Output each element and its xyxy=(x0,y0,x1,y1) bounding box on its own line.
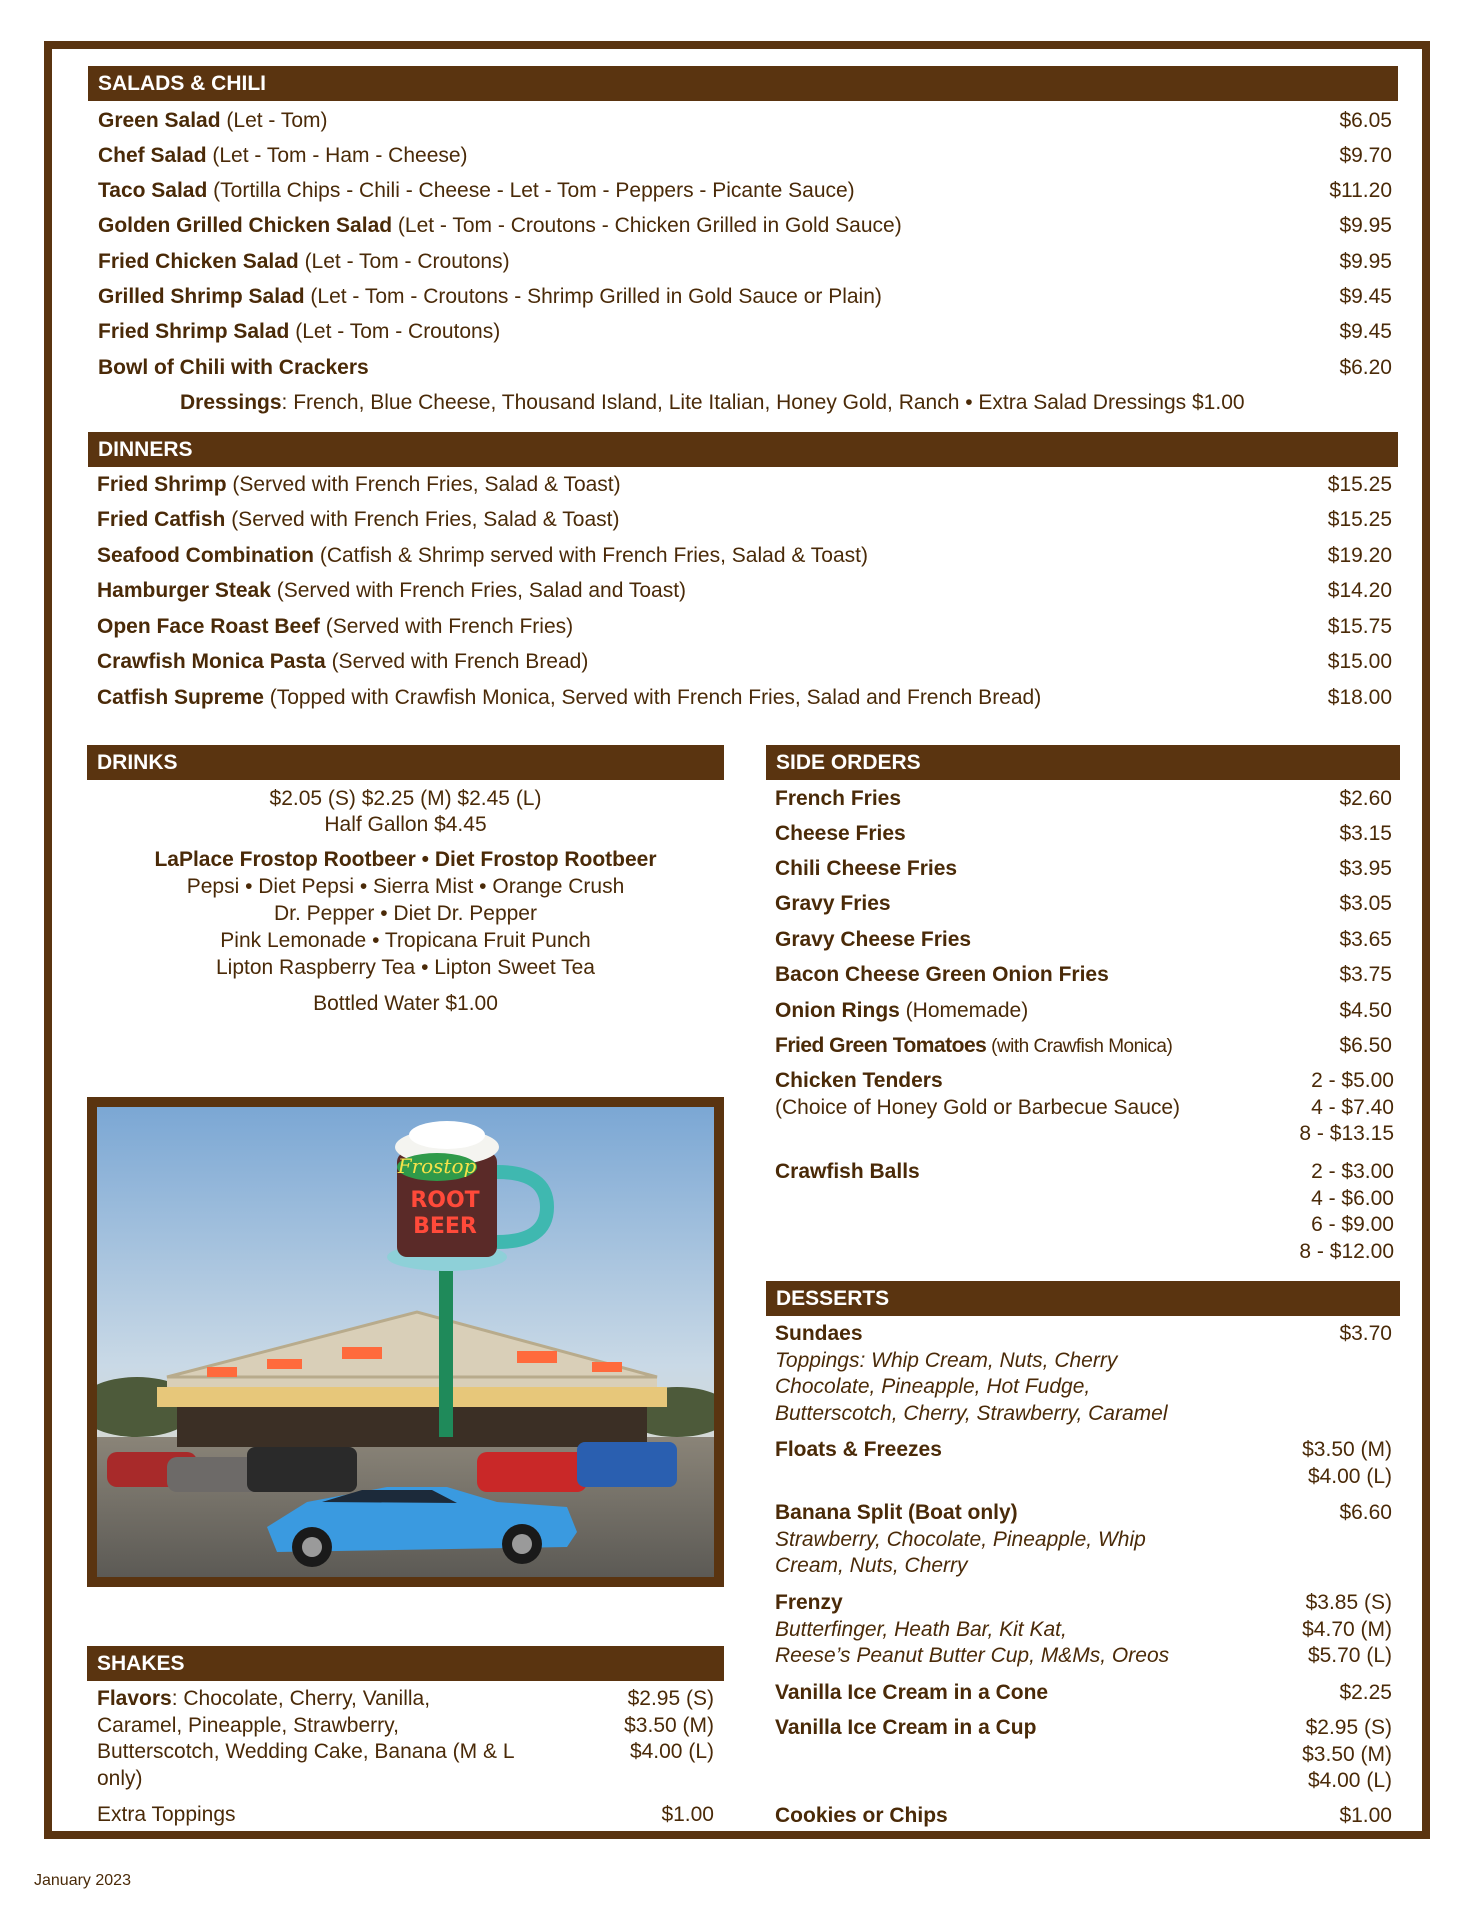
shake-price-small: $2.95 (S) xyxy=(627,1687,714,1710)
frostop-illustration xyxy=(97,1107,714,1577)
dessert-desc: Butterfinger, Heath Bar, Kit Kat, xyxy=(775,1617,1067,1641)
item-name: Bowl of Chili with Crackers xyxy=(98,356,369,379)
side-item-price: 4 - $7.40 xyxy=(1311,1095,1394,1119)
flavors-line: Butterscotch, Wedding Cake, Banana (M & L xyxy=(97,1740,515,1763)
drink-sizes: $2.05 (S) $2.25 (M) $2.45 (L) xyxy=(269,787,542,810)
dessert-desc: Reese’s Peanut Butter Cup, M&Ms, Oreos xyxy=(775,1644,1170,1667)
item-name: Open Face Roast Beef xyxy=(97,615,320,638)
item-name: Golden Grilled Chicken Salad xyxy=(98,214,393,237)
item-desc: (Tortilla Chips - Chili - Cheese - Let - Tom - Peppers - Picante Sauce) xyxy=(207,179,855,202)
item-name: Hamburger Steak xyxy=(97,579,271,602)
item-desc: (Let - Tom - Croutons - Shrimp Grilled in Gold Sauce or Plain) xyxy=(304,285,882,308)
item-desc: (Let - Tom - Ham - Cheese) xyxy=(206,144,468,167)
item-desc: (Served with French Fries, Salad and Toast) xyxy=(270,579,687,602)
side-item xyxy=(775,1033,1172,1059)
side-item-name: Crawfish Balls xyxy=(775,1160,920,1183)
restaurant-photo xyxy=(87,1097,724,1587)
floats-prices xyxy=(1302,1437,1392,1490)
dessert-price: $4.00 (L) xyxy=(1307,1464,1392,1488)
menu-item xyxy=(98,108,328,134)
menu-item xyxy=(98,284,882,310)
item-price: $6.20 xyxy=(1339,356,1392,379)
menu-item xyxy=(98,249,510,275)
extra-toppings: Extra Toppings xyxy=(97,1803,236,1826)
dessert-desc: Strawberry, Chocolate, Pineapple, Whip xyxy=(775,1527,1146,1551)
dressings-note xyxy=(180,390,1245,416)
rootbeer-line: LaPlace Frostop Rootbeer • Diet Frostop Rootbeer xyxy=(154,848,657,871)
drinks-line: Dr. Pepper • Diet Dr. Pepper xyxy=(274,902,537,925)
item-name: Seafood Combination xyxy=(97,544,314,567)
item-desc: (Catfish & Shrimp served with French Fries, Salad & Toast) xyxy=(314,544,868,567)
dessert-name: Sundaes xyxy=(775,1322,863,1345)
side-item-name: French Fries xyxy=(775,787,902,810)
shake-price-medium: $3.50 (M) xyxy=(624,1713,714,1737)
side-orders-header: SIDE ORDERS xyxy=(766,745,1400,780)
shakes-header: SHAKES xyxy=(87,1646,724,1681)
side-item-price: $3.05 xyxy=(1339,892,1392,915)
menu-item xyxy=(97,649,588,675)
dessert-desc: Butterscotch, Cherry, Strawberry, Caramel xyxy=(775,1401,1168,1425)
menu-item xyxy=(98,178,855,204)
dessert-desc: Chocolate, Pineapple, Hot Fudge, xyxy=(775,1375,1091,1398)
item-price: $15.25 xyxy=(1327,508,1392,531)
frenzy-prices xyxy=(1302,1590,1392,1670)
side-item-price: $3.75 xyxy=(1339,963,1392,986)
menu-item xyxy=(97,578,686,604)
dessert-price: $3.50 (M) xyxy=(1302,1438,1392,1461)
side-item-price: 6 - $9.00 xyxy=(1311,1213,1394,1236)
dessert-price: $5.70 (L) xyxy=(1307,1644,1392,1667)
item-price: $11.20 xyxy=(1329,179,1392,202)
cup-prices xyxy=(1302,1715,1392,1795)
dessert-price: $4.70 (M) xyxy=(1302,1617,1392,1641)
item-price: $9.95 xyxy=(1339,214,1392,237)
side-item-name: Chili Cheese Fries xyxy=(775,857,958,880)
shake-prices xyxy=(624,1686,714,1766)
item-desc: (Served with French Bread) xyxy=(325,650,589,673)
menu-item xyxy=(97,543,868,569)
dessert-desc: Toppings: Whip Cream, Nuts, Cherry xyxy=(775,1348,1118,1372)
banana-split xyxy=(775,1500,1146,1580)
item-name: Fried Catfish xyxy=(97,508,226,531)
flavors-label: Flavors xyxy=(97,1687,172,1710)
item-desc: (Topped with Crawfish Monica, Served with French Fries, Salad and French Bread) xyxy=(263,686,1042,709)
dessert-name: Vanilla Ice Cream in a Cone xyxy=(775,1681,1049,1704)
side-item-price: 4 - $6.00 xyxy=(1311,1186,1394,1210)
dessert-price: $3.85 (S) xyxy=(1305,1591,1392,1614)
shake-price-large: $4.00 (L) xyxy=(629,1740,714,1763)
menu-item xyxy=(98,355,369,381)
side-item-desc: (Choice of Honey Gold or Barbecue Sauce) xyxy=(775,1095,1181,1119)
item-name: Fried Chicken Salad xyxy=(98,250,299,273)
side-item-price: 2 - $3.00 xyxy=(1311,1160,1394,1183)
crawfish-balls-prices xyxy=(1299,1159,1394,1265)
item-name: Crawfish Monica Pasta xyxy=(97,650,326,673)
dessert-price: $3.70 xyxy=(1339,1322,1392,1345)
item-price: $15.75 xyxy=(1327,615,1392,638)
item-desc: (Served with French Fries, Salad & Toast) xyxy=(225,508,620,531)
flavors-line: only) xyxy=(97,1766,143,1790)
sign-brand: Frostop xyxy=(397,1154,477,1178)
item-name: Fried Shrimp xyxy=(97,473,227,496)
drinks-line: Pink Lemonade • Tropicana Fruit Punch xyxy=(220,929,591,952)
menu-item xyxy=(97,685,1041,711)
salads-chili-header: SALADS & CHILI xyxy=(88,66,1398,101)
extra-toppings-price: $1.00 xyxy=(661,1803,714,1826)
menu-item xyxy=(98,319,500,345)
dessert-price: $3.50 (M) xyxy=(1302,1742,1392,1766)
item-desc: (Served with French Fries, Salad & Toast) xyxy=(226,473,621,496)
dessert-price: $2.25 xyxy=(1339,1681,1392,1704)
side-item-price: 8 - $12.00 xyxy=(1299,1239,1394,1263)
drinks-line: Lipton Raspberry Tea • Lipton Sweet Tea xyxy=(216,956,595,979)
drinks-header: DRINKS xyxy=(87,745,724,780)
item-price: $19.20 xyxy=(1327,544,1392,567)
item-desc: (Let - Tom - Croutons) xyxy=(298,250,510,273)
item-price: $9.70 xyxy=(1339,144,1392,167)
dessert-name: Frenzy xyxy=(775,1591,843,1614)
item-price: $9.95 xyxy=(1339,250,1392,273)
menu-item xyxy=(98,143,468,169)
item-name: Grilled Shrimp Salad xyxy=(98,285,305,308)
sign-beer: BEER xyxy=(413,1214,477,1239)
drinks-line: Pepsi • Diet Pepsi • Sierra Mist • Orange Crush xyxy=(186,875,625,898)
item-price: $6.05 xyxy=(1339,109,1392,132)
dessert-price: $6.60 xyxy=(1339,1501,1392,1524)
menu-item xyxy=(97,472,621,498)
item-name: Taco Salad xyxy=(98,179,208,202)
half-gallon: Half Gallon $4.45 xyxy=(324,813,487,836)
bottled-water: Bottled Water $1.00 xyxy=(313,992,498,1015)
chicken-tenders xyxy=(775,1068,1180,1121)
side-item-price: 2 - $5.00 xyxy=(1311,1069,1394,1092)
shake-flavors xyxy=(97,1686,557,1792)
dessert-name: Cookies or Chips xyxy=(775,1804,948,1827)
dessert-name: Vanilla Ice Cream in a Cup xyxy=(775,1716,1037,1739)
dessert-price: $2.95 (S) xyxy=(1305,1716,1392,1739)
side-item-name: Cheese Fries xyxy=(775,822,906,845)
item-name: Chef Salad xyxy=(98,144,207,167)
frenzy xyxy=(775,1590,1169,1670)
side-item-name: Bacon Cheese Green Onion Fries xyxy=(775,963,1109,986)
item-name: Green Salad xyxy=(98,109,221,132)
sign-root: ROOT xyxy=(410,1188,480,1213)
menu-item xyxy=(97,507,619,533)
item-name: Fried Shrimp Salad xyxy=(98,320,290,343)
menu-item xyxy=(97,614,573,640)
dressings-label: Dressings xyxy=(180,391,282,414)
item-price: $14.20 xyxy=(1327,579,1392,602)
side-item-price: $2.60 xyxy=(1339,787,1392,810)
dinners-header: DINNERS xyxy=(88,432,1398,467)
flavors-line: : Chocolate, Cherry, Vanilla, xyxy=(171,1687,431,1710)
dressings-text: : French, Blue Cheese, Thousand Island, Lite Italian, Honey Gold, Ranch • Extra Salad Dressings $1.00 xyxy=(281,391,1245,414)
side-item-price: $3.15 xyxy=(1339,822,1392,845)
item-price: $18.00 xyxy=(1327,686,1392,709)
menu-item xyxy=(98,213,902,239)
side-item-name: Onion Rings xyxy=(775,999,900,1022)
item-desc: (Served with French Fries) xyxy=(319,615,574,638)
dessert-price: $4.00 (L) xyxy=(1307,1769,1392,1792)
desserts-header: DESSERTS xyxy=(766,1281,1400,1316)
dessert-name: Banana Split (Boat only) xyxy=(775,1501,1018,1524)
item-desc: (Let - Tom - Croutons - Chicken Grilled in Gold Sauce) xyxy=(392,214,902,237)
chicken-tenders-prices xyxy=(1299,1068,1394,1148)
sundaes xyxy=(775,1321,1168,1427)
dessert-desc: Cream, Nuts, Cherry xyxy=(775,1554,968,1577)
side-item-price: 8 - $13.15 xyxy=(1299,1122,1394,1145)
flavors-line: Caramel, Pineapple, Strawberry, xyxy=(97,1713,399,1737)
footer-date: January 2023 xyxy=(34,1872,131,1889)
dessert-name: Floats & Freezes xyxy=(775,1438,942,1461)
item-price: $9.45 xyxy=(1339,320,1392,343)
item-desc: (Let - Tom - Croutons) xyxy=(289,320,501,343)
item-name: Catfish Supreme xyxy=(97,686,264,709)
side-item-price: $3.65 xyxy=(1339,928,1392,951)
side-item-name: Gravy Fries xyxy=(775,892,891,915)
side-item-desc: (with Crawfish Monica) xyxy=(986,1036,1173,1057)
side-item-price: $3.95 xyxy=(1339,857,1392,880)
side-item xyxy=(775,998,1028,1024)
side-item-name: Fried Green Tomatoes xyxy=(775,1034,987,1057)
side-item-name: Chicken Tenders xyxy=(775,1069,943,1092)
side-item-name: Gravy Cheese Fries xyxy=(775,928,972,951)
side-item-price: $6.50 xyxy=(1339,1034,1392,1057)
item-price: $15.00 xyxy=(1327,650,1392,673)
item-desc: (Let - Tom) xyxy=(220,109,328,132)
item-price: $9.45 xyxy=(1339,285,1392,308)
dessert-price: $1.00 xyxy=(1339,1804,1392,1827)
side-item-price: $4.50 xyxy=(1339,999,1392,1022)
side-item-desc: (Homemade) xyxy=(899,999,1029,1022)
item-price: $15.25 xyxy=(1327,473,1392,496)
